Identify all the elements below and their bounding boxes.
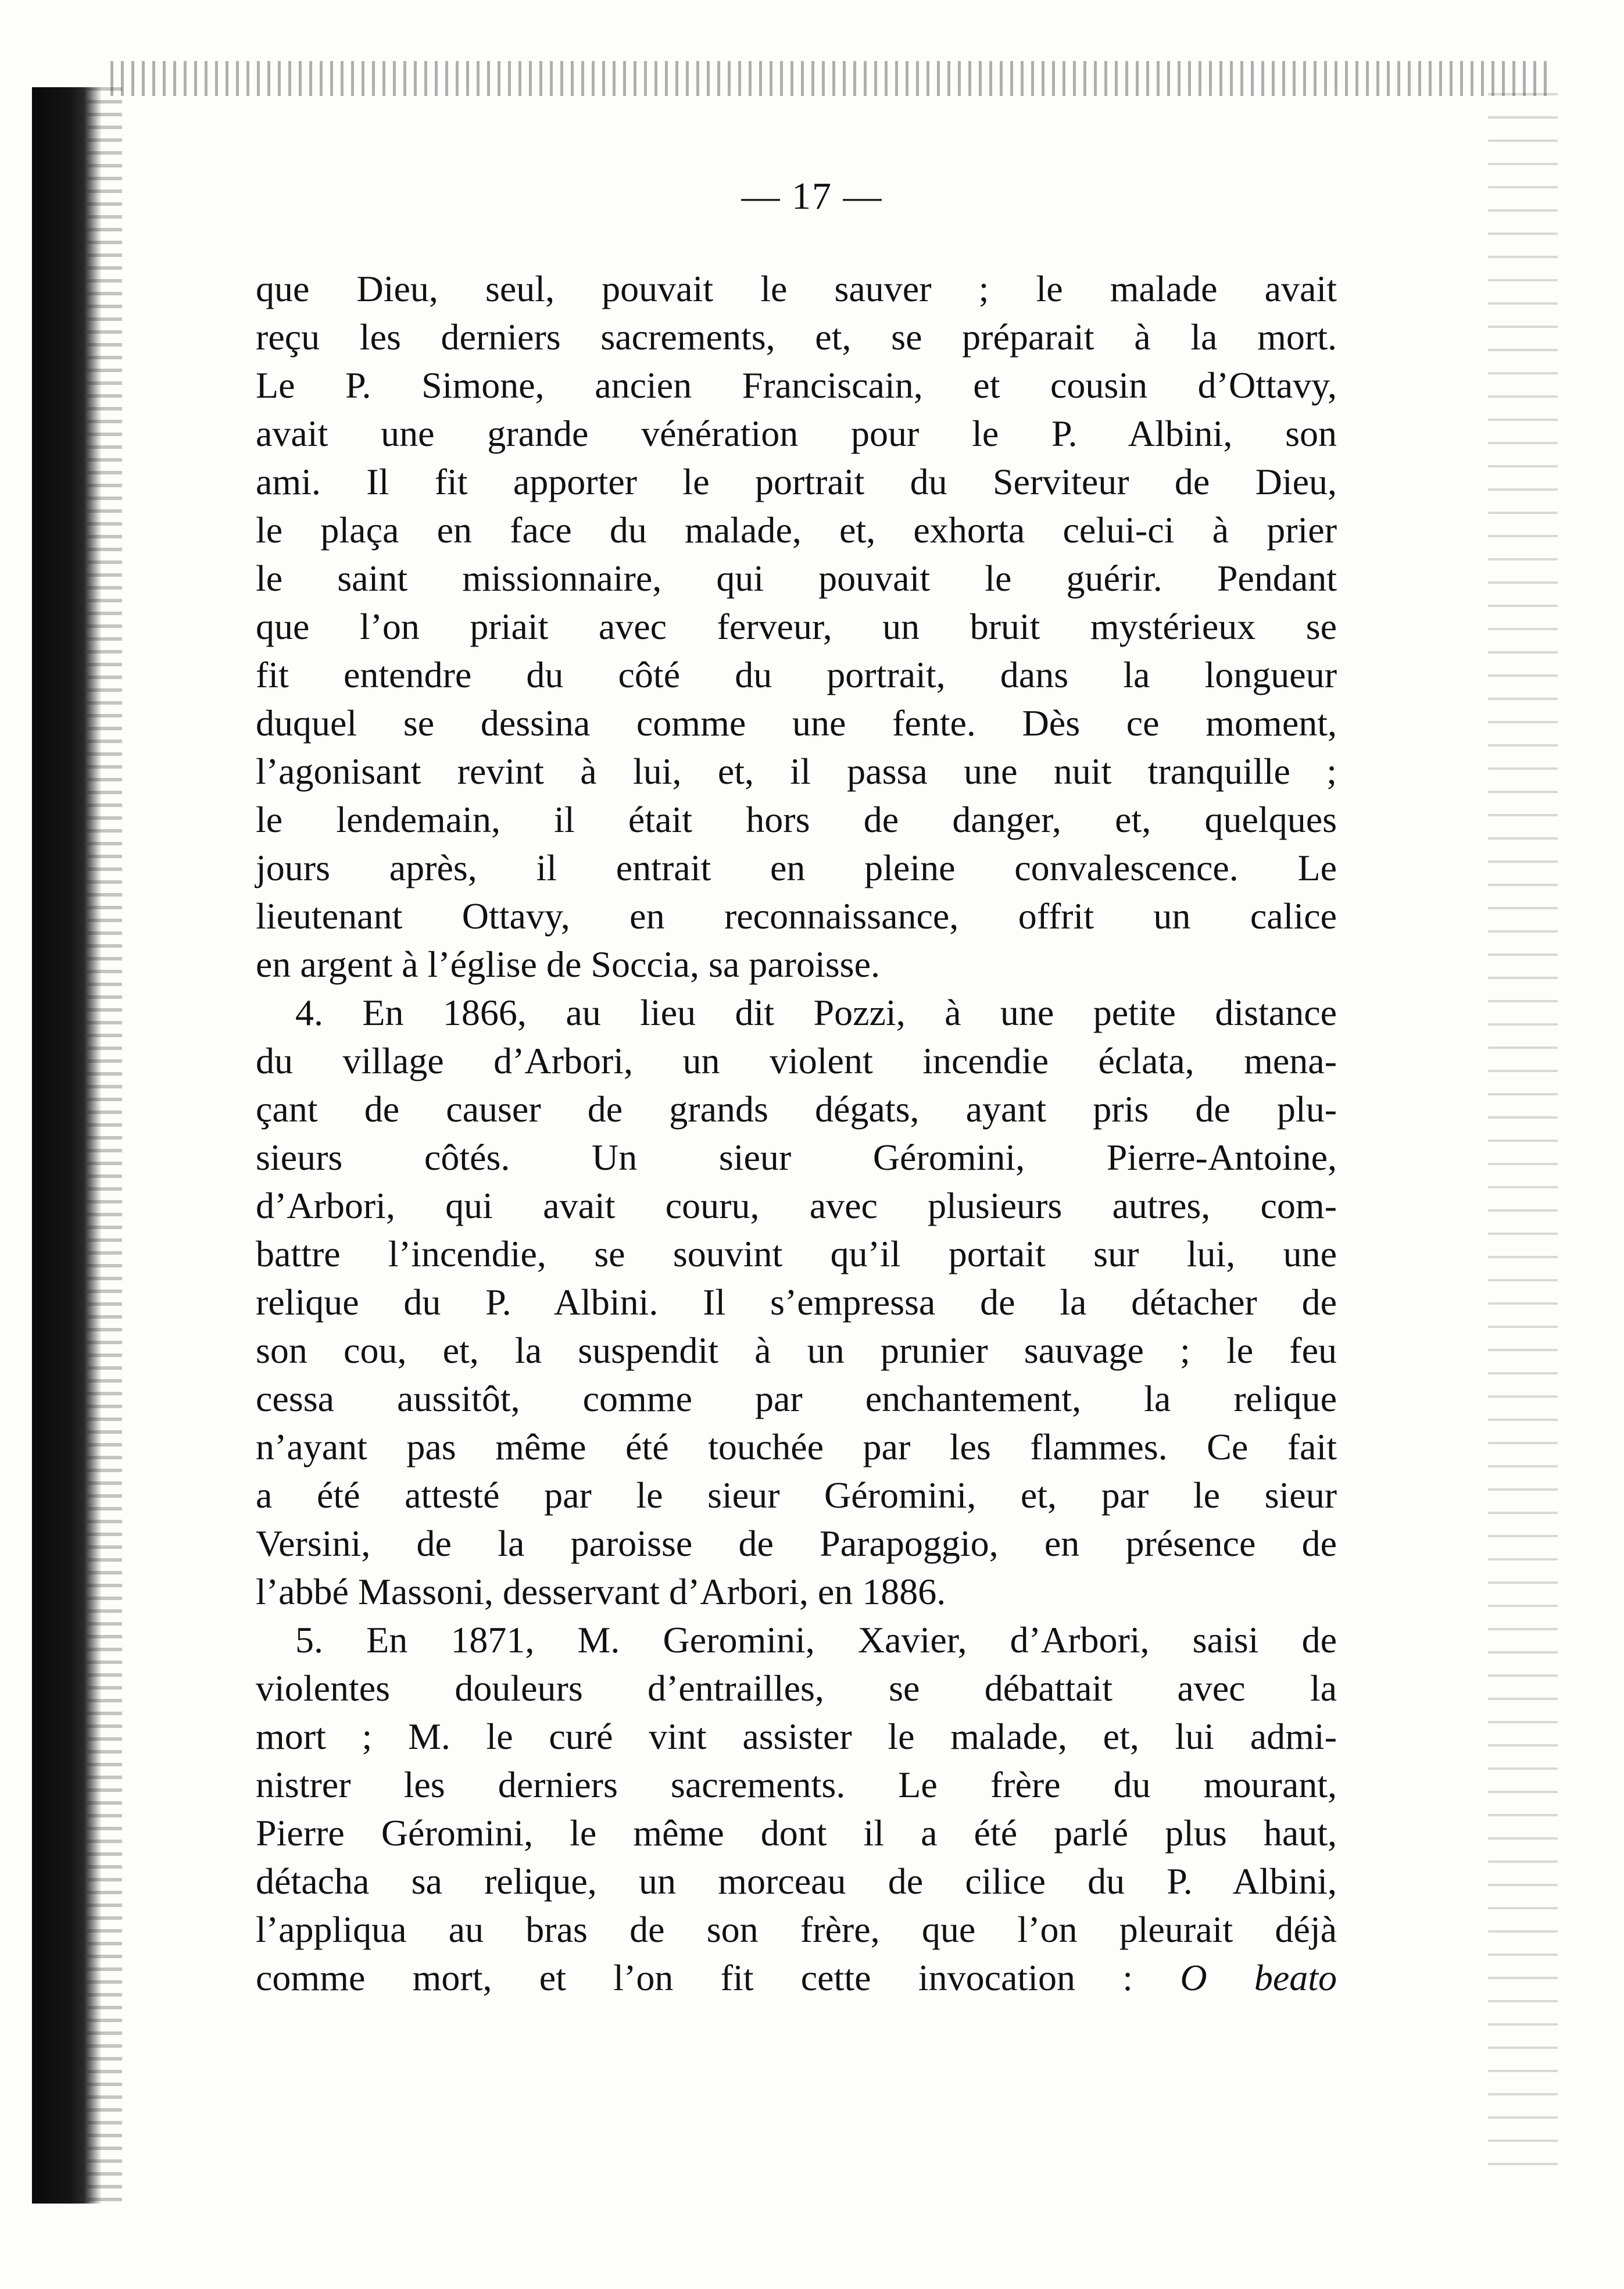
text-line: mort ; M. le curé vint assister le malade, et, lui admi- [256, 1716, 1337, 1757]
text-line: n’ayant pas même été touchée par les flammes. Ce fait [256, 1426, 1337, 1467]
final-line-italic: O beato [1180, 1957, 1337, 1998]
text-line-final [256, 1954, 1337, 2002]
final-line-roman: comme mort, et l’on fit cette invocation : [256, 1957, 1181, 1998]
text-line: que l’on priait avec ferveur, un bruit mystérieux se [256, 606, 1337, 647]
text-line: ami. Il fit apporter le portrait du Serviteur de Dieu, [256, 461, 1337, 502]
text-line: détacha sa relique, un morceau de cilice du P. Albini, [256, 1861, 1337, 1902]
binding-speckle [87, 87, 122, 2204]
right-edge-noise [1488, 93, 1558, 2186]
text-line: l’abbé Massoni, desservant d’Arbori, en 1886. [256, 1571, 946, 1612]
text-line: violentes douleurs d’entrailles, se débattait avec la [256, 1667, 1337, 1709]
text-line: duquel se dessina comme une fente. Dès ce moment, [256, 702, 1337, 744]
text-line: que Dieu, seul, pouvait le sauver ; le malade avait [256, 268, 1337, 309]
text-line: le plaça en face du malade, et, exhorta celui-ci à prier [256, 509, 1337, 551]
text-line: l’appliqua au bras de son frère, que l’on pleurait déjà [256, 1909, 1337, 1950]
text-line: cessa aussitôt, comme par enchantement, la relique [256, 1378, 1337, 1419]
text-line: du village d’Arbori, un violent incendie éclata, mena- [256, 1040, 1337, 1081]
text-line: 4. En 1866, au lieu dit Pozzi, à une petite distance [295, 992, 1337, 1033]
top-edge-noise [110, 61, 1552, 96]
text-line: le saint missionnaire, qui pouvait le guérir. Pendant [256, 558, 1337, 599]
text-line: Le P. Simone, ancien Franciscain, et cousin d’Ottavy, [256, 365, 1337, 406]
page-number: — 17 — [741, 175, 883, 217]
text-line: son cou, et, la suspendit à un prunier sauvage ; le feu [256, 1330, 1337, 1371]
text-line: nistrer les derniers sacrements. Le frère du mourant, [256, 1764, 1337, 1805]
text-line: Versini, de la paroisse de Parapoggio, en présence de [256, 1523, 1337, 1564]
text-line: 5. En 1871, M. Geromini, Xavier, d’Arbori, saisi de [295, 1619, 1337, 1660]
text-line: relique du P. Albini. Il s’empressa de la détacher de [256, 1281, 1337, 1323]
text-line: reçu les derniers sacrements, et, se préparait à la mort. [256, 316, 1337, 358]
text-line: Pierre Géromini, le même dont il a été parlé plus haut, [256, 1812, 1337, 1854]
text-line: avait une grande vénération pour le P. Albini, son [256, 413, 1337, 454]
text-line: l’agonisant revint à lui, et, il passa une nuit tranquille ; [256, 751, 1337, 792]
text-line: battre l’incendie, se souvint qu’il portait sur lui, une [256, 1233, 1337, 1274]
text-line: en argent à l’église de Soccia, sa paroisse. [256, 944, 880, 985]
text-line: çant de causer de grands dégats, ayant pris de plu- [256, 1088, 1337, 1130]
text-line: le lendemain, il était hors de danger, et, quelques [256, 799, 1337, 840]
text-line: fit entendre du côté du portrait, dans la longueur [256, 654, 1337, 695]
text-line: a été attesté par le sieur Géromini, et, par le sieur [256, 1474, 1337, 1516]
text-line: jours après, il entrait en pleine convalescence. Le [256, 847, 1337, 888]
text-line: d’Arbori, qui avait couru, avec plusieurs autres, com- [256, 1185, 1337, 1226]
text-line: lieutenant Ottavy, en reconnaissance, offrit un calice [256, 895, 1337, 937]
text-line: sieurs côtés. Un sieur Géromini, Pierre-Antoine, [256, 1137, 1337, 1178]
body-text [256, 265, 1337, 2002]
